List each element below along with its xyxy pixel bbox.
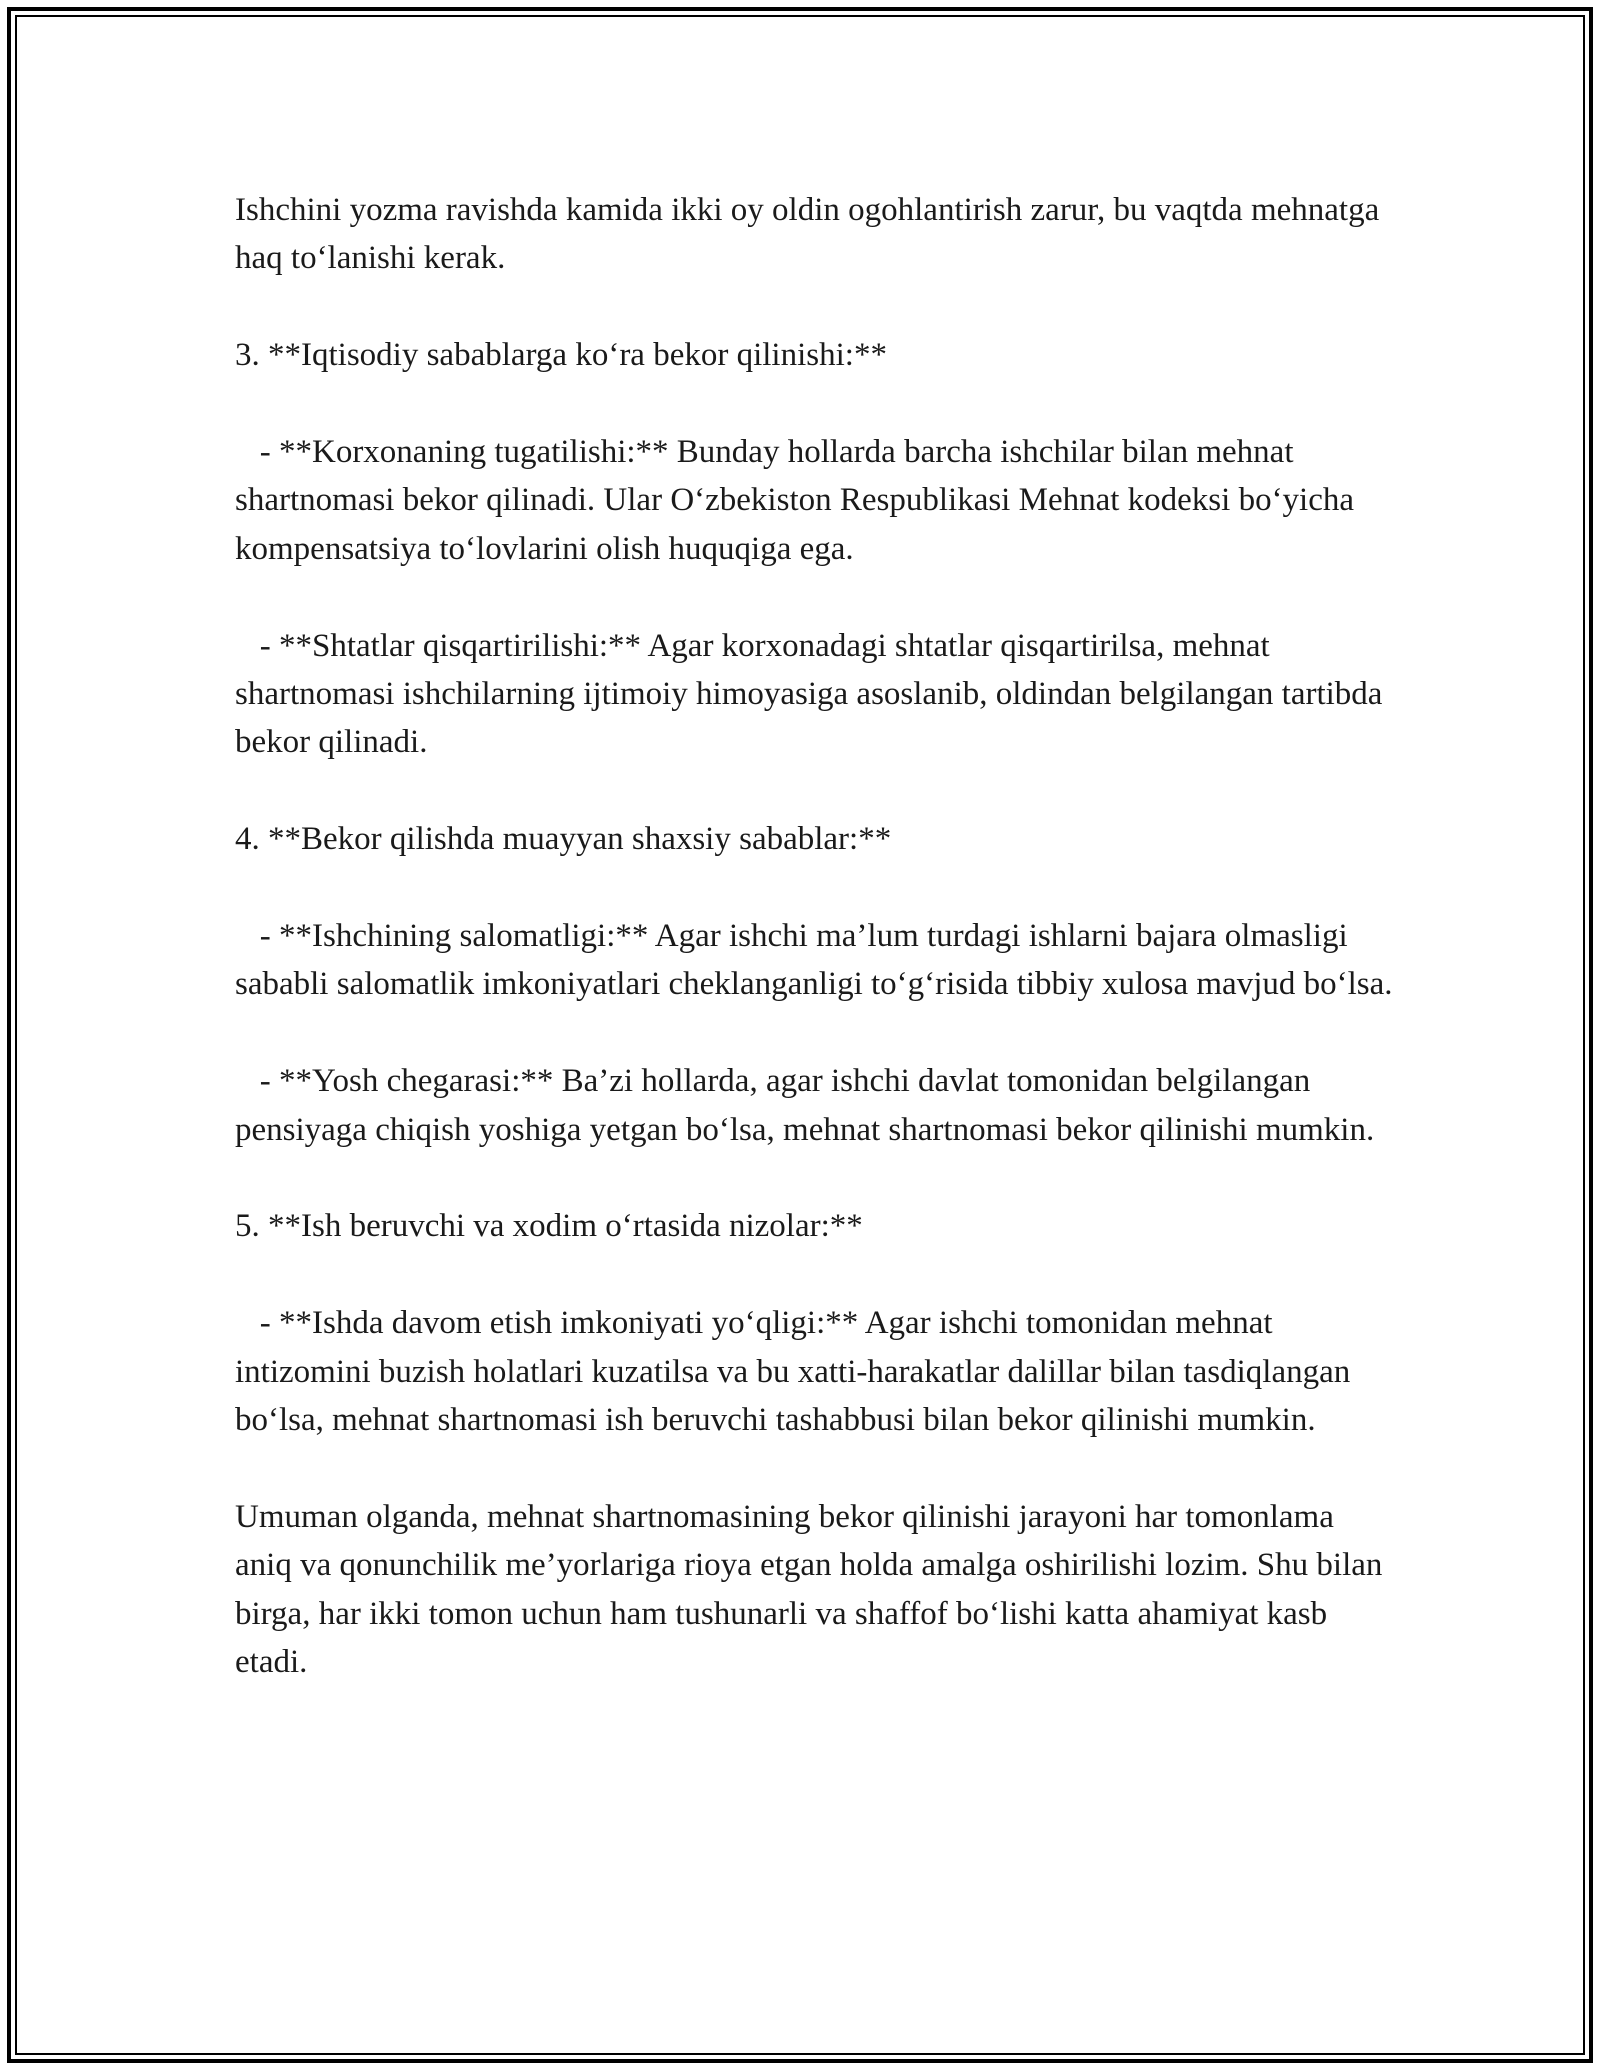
document-body — [235, 186, 1395, 1686]
list-item-no-continuation: - **Ishda davom etish imkoniyati yo‘qligi:** Agar ishchi tomonidan mehnat intizomini buzish holatlari kuzatilsa va bu xatti-harakatlar dalillar bilan tasdiqlangan bo‘lsa, mehnat shartnomasi ish beruvchi tashabbusi bilan bekor qilinishi mumkin. — [235, 1305, 1359, 1439]
list-item-age-limit: - **Yosh chegarasi:** Ba’zi hollarda, agar ishchi davlat tomonidan belgilangan pensiyaga chiqish yoshiga yetgan bo‘lsa, mehnat shartnomasi bekor qilinishi mumkin. — [235, 1063, 1375, 1148]
paragraph-warning-notice: Ishchini yozma ravishda kamida ikki oy oldin ogohlantirish zarur, bu vaqtda mehnatga haq to‘lanishi kerak. — [235, 192, 1388, 277]
list-item-staff-reduction: - **Shtatlar qisqartirilishi:** Agar korxonadagi shtatlar qisqartirilsa, mehnat shartnomasi ishchilarning ijtimoiy himoyasiga asoslanib, oldindan belgilangan tartibda bekor qilinadi. — [235, 627, 1391, 761]
list-item-liquidation: - **Korxonaning tugatilishi:** Bunday hollarda barcha ishchilar bilan mehnat shartnomasi bekor qilinadi. Ular O‘zbekiston Respublikasi Mehnat kodeksi bo‘yicha kompensatsiya to‘lovlarini olish huquqiga ega. — [235, 434, 1363, 567]
heading-personal-reasons: 4. **Bekor qilishda muayyan shaxsiy sabablar:** — [235, 821, 892, 858]
heading-disputes: 5. **Ish beruvchi va xodim o‘rtasida nizolar:** — [235, 1208, 863, 1245]
paragraph-conclusion: Umuman olganda, mehnat shartnomasining bekor qilinishi jarayoni har tomonlama aniq va qonunchilik me’yorlariga rioya etgan holda amalga oshirilishi lozim. Shu bilan birga, har ikki tomon uchun ham tushunarli va shaffof bo‘lishi katta ahamiyat kasb etadi. — [235, 1498, 1391, 1681]
list-item-health: - **Ishchining salomatligi:** Agar ishchi ma’lum turdagi ishlarni bajara olmasligi sababli salomatlik imkoniyatlari cheklanganligi to‘g‘risida tibbiy xulosa mavjud bo‘lsa. — [235, 918, 1393, 1003]
heading-economic-reasons: 3. **Iqtisodiy sabablarga ko‘ra bekor qilinishi:** — [235, 337, 887, 374]
